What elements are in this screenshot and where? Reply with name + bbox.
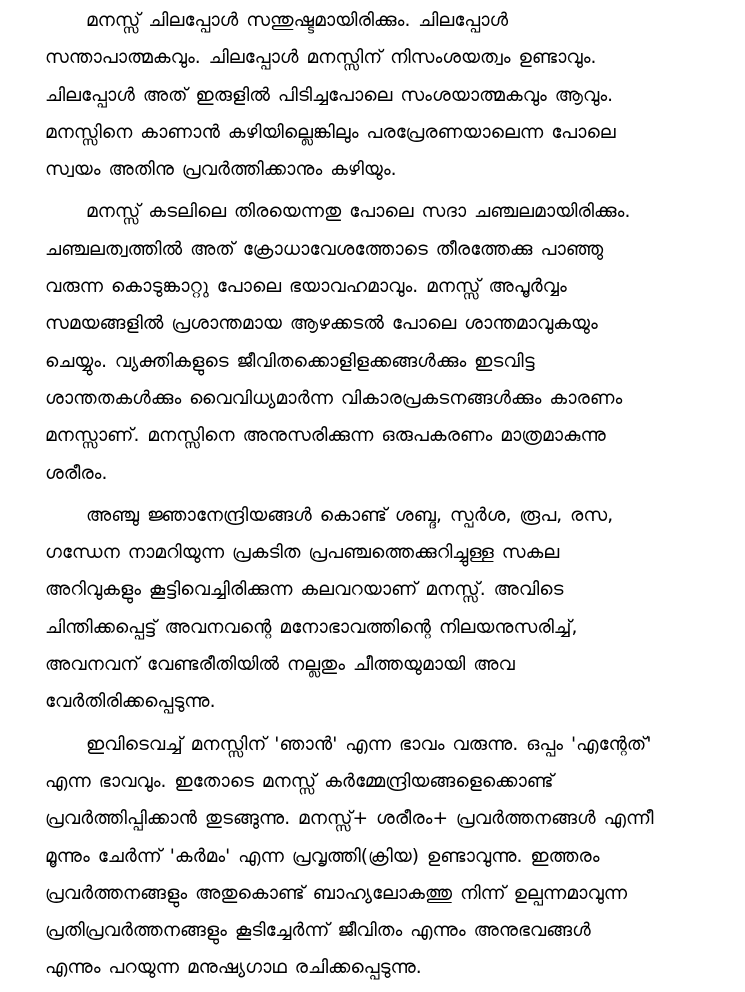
- paragraph-4: [45, 726, 735, 987]
- text-line: അറിവുകളും കൂട്ടിവെച്ചിരിക്കുന്ന കലവറയാണ് മനസ്സ്. അവിടെ: [45, 579, 564, 601]
- text-line: പ്രവർത്തനങ്ങളും അതുകൊണ്ട് ബാഹ്യലോകത്തു നിന്ന് ഉല്പന്നമാവുന്ന: [45, 882, 628, 904]
- text-line: ചിന്തിക്കപ്പെട്ട് അവനവന്റെ മനോഭാവത്തിന്റെ നിലയനുസരിച്ച്,: [45, 616, 578, 638]
- document-body: [45, 2, 735, 992]
- text-line: ശരീരം.: [45, 462, 108, 484]
- text-line: ശാന്തതകൾക്കും വൈവിധ്യമാർന്ന വികാരപ്രകടനങ്ങൾക്കും കാരണം: [45, 387, 623, 409]
- text-line: എന്ന ഭാവവും. ഇതോടെ മനസ്സ് കർമ്മേന്ദ്രിയങ്ങളെക്കൊണ്ട്: [45, 770, 554, 792]
- text-line: സന്താപാത്മകവും. ചിലപ്പോൾ മനസ്സിന് നിസംശയത്വം ഉണ്ടാവും.: [45, 47, 597, 69]
- text-line: മനസ്സിനെ കാണാൻ കഴിയില്ലെങ്കിലും പരപ്രേരണയാലെന്ന പോലെ: [45, 121, 616, 143]
- text-line: ചിലപ്പോൾ അത് ഇരുളിൽ പിടിച്ചപോലെ സംശയാത്മകവും ആവും.: [45, 84, 614, 106]
- text-line: ഗന്ധേന നാമറിയുന്ന പ്രകടിത പ്രപഞ്ചത്തെക്കുറിച്ചുള്ള സകല: [45, 542, 560, 564]
- text-line: ചഞ്ചലത്വത്തിൽ അത് ക്രോധാവേശത്തോടെ തീരത്തേക്കു പാഞ്ഞു: [45, 238, 604, 260]
- text-line: പ്രവർത്തിപ്പിക്കാൻ തുടങ്ങുന്നു. മനസ്സ്+ ശരീരം+ പ്രവർത്തനങ്ങൾ എന്നീ: [45, 808, 654, 830]
- text-line: പ്രതിപ്രവർത്തനങ്ങളും കൂടിച്ചേർന്ന് ജീവിതം എന്നും അനുഭവങ്ങൾ: [45, 920, 591, 942]
- text-line: സ്വയം അതിനു പ്രവർത്തിക്കാനും കഴിയും.: [45, 159, 397, 181]
- text-line: അഞ്ചു ജ്ഞാനേന്ദ്രിയങ്ങൾ കൊണ്ട് ശബ്ദ, സ്പർശ, രൂപ, രസ,: [86, 504, 614, 526]
- text-line: ചെയ്യും. വ്യക്തികളുടെ ജീവിതക്കൊളിളക്കങ്ങൾക്കും ഇടവിട്ട: [45, 350, 535, 372]
- text-line: മൂന്നും ചേർന്ന് 'കർമം' എന്ന പ്രവൃത്തി(ക്രിയ) ഉണ്ടാവുന്നു. ഇത്തരം: [45, 845, 600, 867]
- text-line: വരുന്ന കൊടുങ്കാറ്റു പോലെ ഭയാവഹമാവും. മനസ്സ് അപൂർവ്വം: [45, 276, 567, 298]
- text-line: സമയങ്ങളിൽ പ്രശാന്തമായ ആഴക്കടൽ പോലെ ശാന്തമാവുകയും: [45, 313, 598, 335]
- text-line: എന്നും പറയുന്ന മനുഷ്യഗാഥ രചിക്കപ്പെടുന്നു.: [45, 957, 422, 979]
- paragraph-3: [45, 497, 735, 721]
- text-line: മനസ്സാണ്. മനസ്സിനെ അനുസരിക്കുന്ന ഒരുപകരണം മാത്രമാകുന്നു: [45, 425, 606, 447]
- text-line: വേർതിരിക്കപ്പെടുന്നു.: [45, 691, 216, 713]
- paragraph-1: [45, 2, 735, 188]
- text-line: അവനവന് വേണ്ടരീതിയിൽ നല്ലതും ചീത്തയുമായി അവ: [45, 654, 515, 676]
- text-line: മനസ്സ് കടലിലെ തിരയെന്നതു പോലെ സദാ ചഞ്ചലമായിരിക്കും.: [86, 201, 631, 223]
- text-line: ഇവിടെവച്ച് മനസ്സിന് 'ഞാൻ' എന്ന ഭാവം വരുന്നു. ഒപ്പം 'എന്റേത്': [86, 733, 652, 755]
- paragraph-2: [45, 193, 735, 491]
- text-line: മനസ്സ് ചിലപ്പോൾ സന്തുഷ്ടമായിരിക്കും. ചിലപ്പോൾ: [86, 10, 509, 31]
